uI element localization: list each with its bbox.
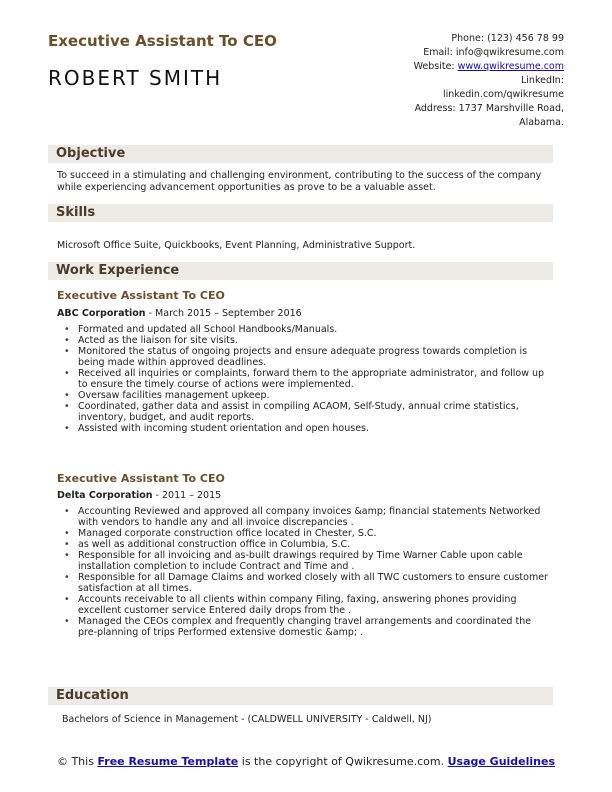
job-1-title: Executive Assistant To CEO: [57, 289, 225, 302]
usage-guidelines-link[interactable]: Usage Guidelines: [447, 755, 556, 768]
free-resume-template-link[interactable]: Free Resume Template: [97, 755, 239, 768]
contact-linkedin: linkedin.com/qwikresume: [442, 89, 564, 100]
objective-heading-bar: [48, 145, 553, 163]
website-link[interactable]: www.qwikresume.com: [457, 61, 564, 72]
job-2-company: Delta Corporation: [57, 490, 153, 501]
skills-heading-bar: [48, 204, 553, 222]
job-1-dates: - March 2015 – September 2016: [145, 308, 302, 319]
contact-email: Email: info@qwikresume.com: [423, 47, 564, 58]
contact-website: Website: www.qwikresume.com: [413, 61, 564, 72]
job-title: Executive Assistant To CEO: [48, 32, 277, 50]
list-item: • Formated and updated all School Handbooks/Manuals.: [62, 324, 552, 335]
work-heading-bar: [48, 262, 553, 280]
job-2-title: Executive Assistant To CEO: [57, 472, 225, 485]
list-item: • Accounts receivable to all clients within company Filing, faxing, answering phones providing excellent customer service Entered daily drops from the .: [62, 594, 552, 616]
list-item: • Received all inquiries or complaints, forward them to the appropriate administrator, and follow up to ensure the timely course of actions were implemented.: [62, 368, 552, 390]
objective-heading: Objective: [56, 146, 126, 161]
contact-address-line2: Alabama.: [519, 117, 564, 128]
education-heading-bar: [48, 687, 553, 705]
copyright-footer: [48, 755, 564, 769]
list-item: • Managed corporate construction office located in Chester, S.C.: [62, 528, 552, 539]
list-item: • Acted as the liaison for site visits.: [62, 335, 552, 346]
job-2-bullets: [62, 506, 552, 638]
education-text: Bachelors of Science in Management - (CALDWELL UNIVERSITY - Caldwell, NJ): [62, 714, 432, 725]
job-2-company-line: [57, 490, 221, 501]
list-item: • Accounting Reviewed and approved all company invoices &amp; financial statements Networked with vendors to handle any and all invoice discrepancies .: [62, 506, 552, 528]
contact-phone: Phone: (123) 456 78 99: [451, 33, 564, 44]
list-item: • Responsible for all Damage Claims and worked closely with all TWC customers to ensure customer satisfaction at all times.: [62, 572, 552, 594]
footer-prefix: © This: [56, 755, 98, 768]
objective-text: To succeed in a stimulating and challenging environment, contributing to the success of the company while experiencing advancement opportunities as prove to be a valuable asset.: [57, 170, 542, 193]
skills-heading: Skills: [56, 205, 96, 220]
list-item: • Managed the CEOs complex and frequently changing travel arrangements and coordinated the pre-planning of trips Performed extensive domestic &amp; .: [62, 616, 552, 638]
list-item: • Assisted with incoming student orientation and open houses.: [62, 423, 552, 434]
job-1-bullets: [62, 324, 552, 434]
job-2-dates: - 2011 – 2015: [152, 490, 222, 501]
list-item: • Monitored the status of ongoing projects and ensure adequate progress towards completion is being made within approved deadlines.: [62, 346, 552, 368]
list-item: • Responsible for all invoicing and as-built drawings required by Time Warner Cable upon cable installation completion to include Contract and Time and .: [62, 550, 552, 572]
education-heading: Education: [56, 688, 129, 703]
contact-linkedin-label: LinkedIn:: [520, 75, 564, 86]
job-1-company: ABC Corporation: [57, 308, 146, 319]
list-item: • Oversaw facilities management upkeep.: [62, 390, 552, 401]
list-item: • as well as additional construction office in Columbia, S.C.: [62, 539, 552, 550]
job-1-company-line: [57, 308, 302, 319]
resume-header: [48, 32, 564, 132]
work-heading: Work Experience: [56, 263, 180, 278]
contact-block: [374, 32, 564, 130]
contact-address: Address: 1737 Marshville Road,: [414, 103, 564, 114]
skills-text: Microsoft Office Suite, Quickbooks, Event Planning, Administrative Support.: [57, 240, 416, 251]
footer-middle: is the copyright of Qwikresume.com.: [238, 755, 448, 768]
list-item: • Coordinated, gather data and assist in compiling ACAOM, Self-Study, annual crime statistics, inventory, budget, and audit reports.: [62, 401, 552, 423]
candidate-name: ROBERT SMITH: [48, 66, 223, 90]
